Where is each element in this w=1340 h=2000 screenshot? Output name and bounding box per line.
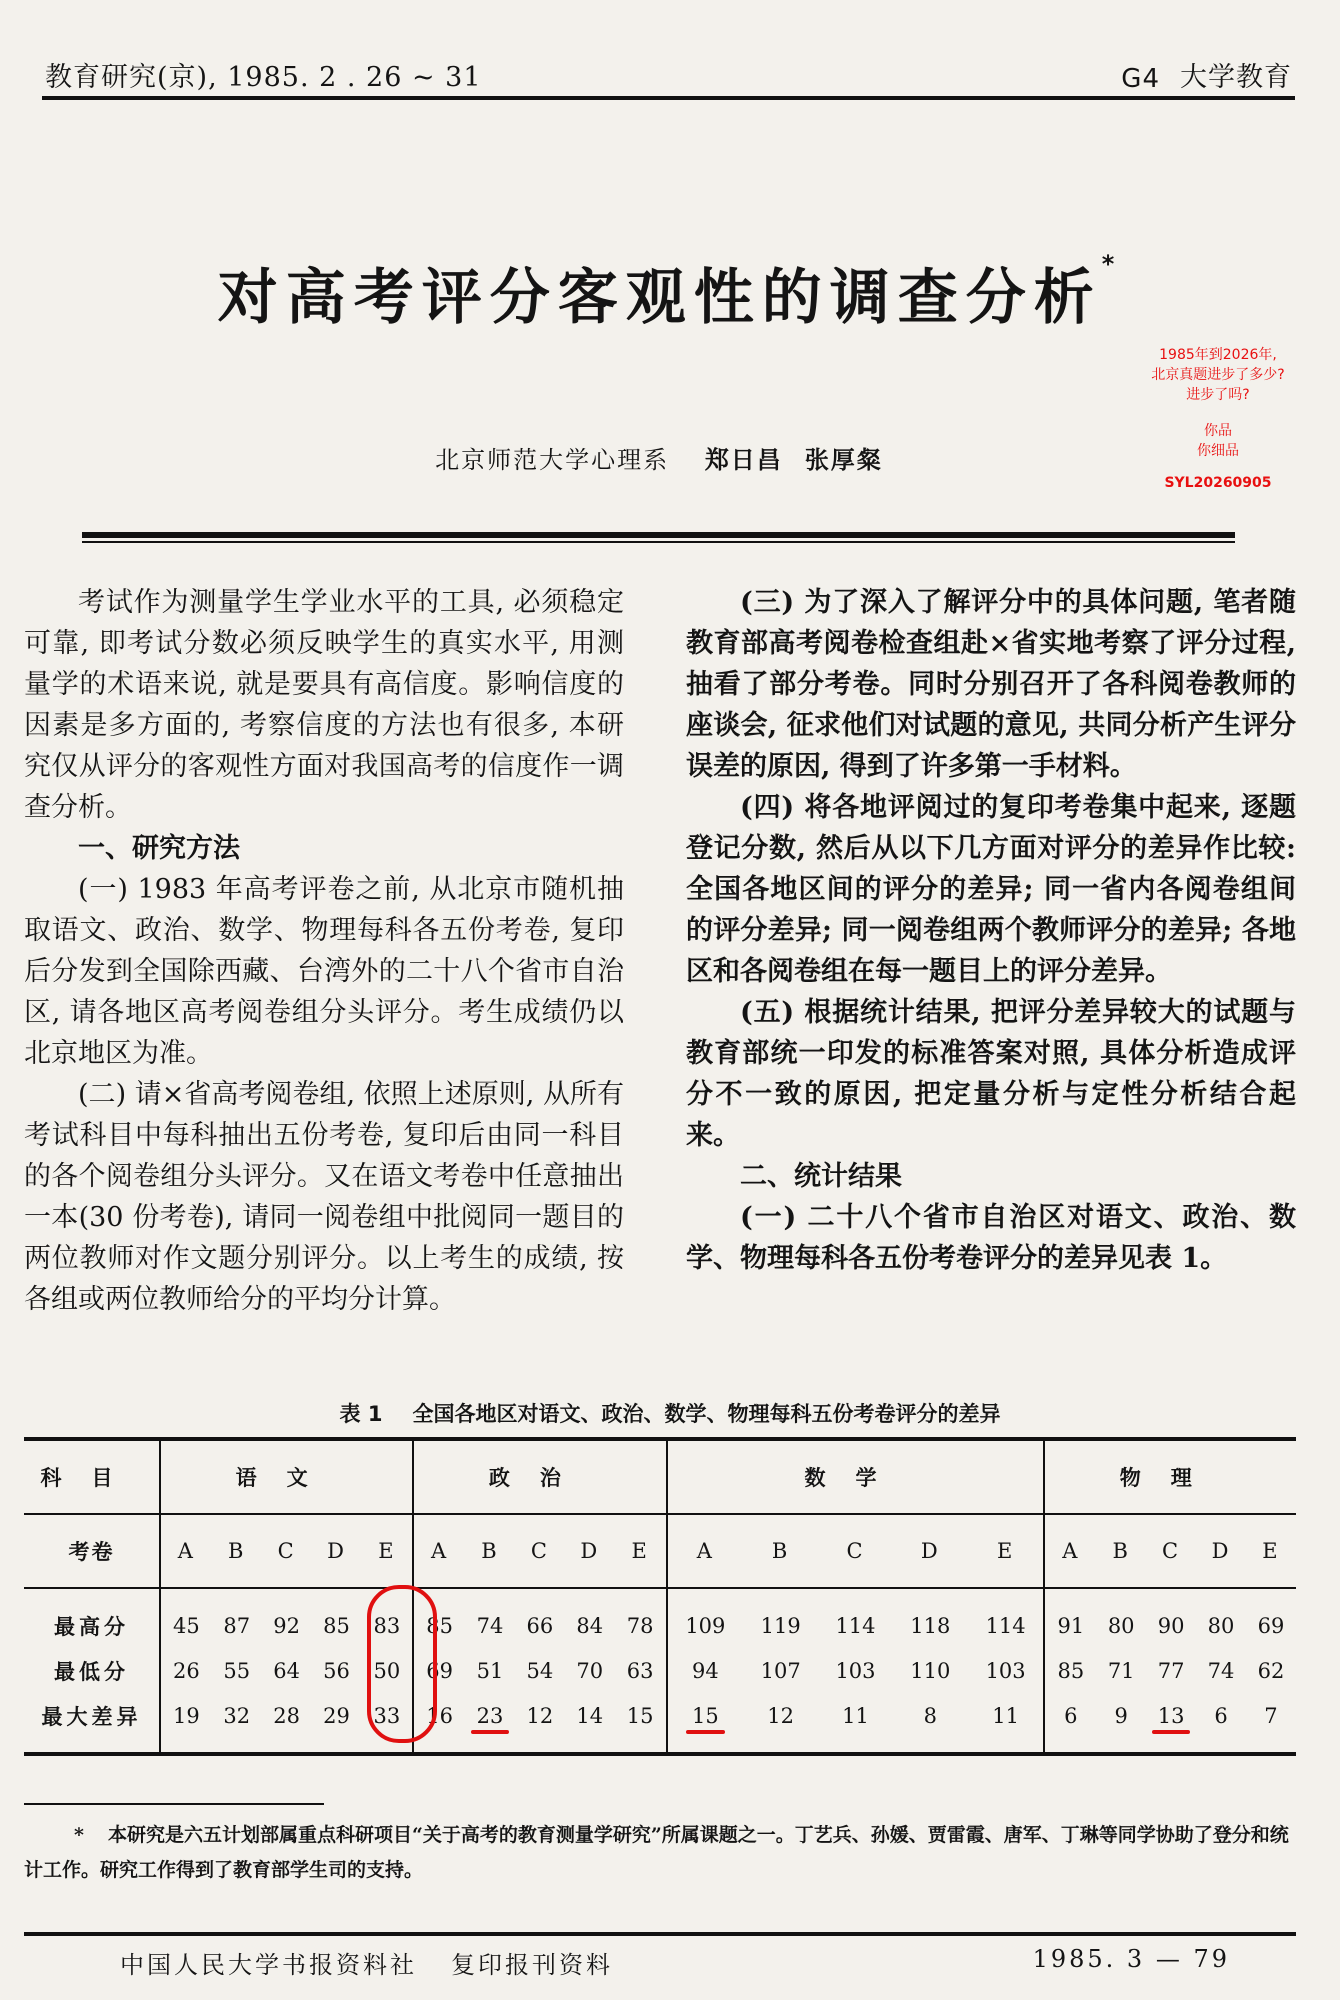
paper-label: A	[1044, 1514, 1096, 1588]
page-footer	[120, 1945, 1230, 1985]
score-cell: 33	[373, 1703, 401, 1728]
score-cell: 114	[835, 1613, 876, 1638]
footer-rule	[24, 1932, 1296, 1936]
score-cell: 11	[842, 1703, 869, 1728]
subject-header-row	[24, 1439, 1296, 1514]
section-category: 大学教育	[1180, 62, 1292, 93]
paper-label: E	[615, 1514, 667, 1588]
title-rule-thin	[82, 541, 1235, 543]
red-underline-annotation	[471, 1730, 510, 1734]
score-cell: 9	[1114, 1703, 1128, 1728]
score-difference-table	[24, 1437, 1296, 1756]
score-cell: 85	[413, 1588, 465, 1648]
score-cell: 70	[576, 1658, 604, 1683]
paragraph: (五) 根据统计结果, 把评分差异较大的试题与教育部统一印发的标准答案对照, 具体分析造成评分不一致的原因, 把定量分析与定性分析结合起来。	[686, 997, 1296, 1151]
paper-label: E	[361, 1514, 413, 1588]
title-footnote-mark: *	[1101, 250, 1123, 278]
section-heading: 二、统计结果	[740, 1161, 902, 1192]
score-cell: 45	[160, 1588, 212, 1648]
watermark-line: 你细品	[1197, 443, 1239, 459]
table-row	[24, 1693, 1296, 1754]
footnote	[24, 1818, 1296, 1888]
score-cell: 12	[526, 1703, 554, 1728]
watermark-code: SYL20260905	[1164, 475, 1272, 491]
paper-label: C	[515, 1514, 565, 1588]
score-cell	[1146, 1693, 1196, 1754]
score-cell: 14	[576, 1703, 604, 1728]
subject-math: 数学	[667, 1439, 1045, 1514]
score-cell: 56	[323, 1658, 350, 1683]
score-cell: 114	[985, 1613, 1026, 1638]
paragraph: 考试作为测量学生学业水平的工具, 必须稳定可靠, 即考试分数必须反映学生的真实水平, 用测量学的术语来说, 就是要具有高信度。影响信度的因素是多方面的, 考察信度的方法也有很多, 本研究仅从评分的客观性方面对我国高考的信度作一调查分析。	[24, 587, 624, 823]
table-caption	[0, 1398, 1340, 1428]
footnote-mark: *	[74, 1824, 84, 1846]
score-cell	[465, 1693, 515, 1754]
footer-publisher: 中国人民大学书报资料社	[120, 1951, 417, 1979]
score-cell: 94	[667, 1648, 744, 1693]
section-heading: 一、研究方法	[78, 833, 240, 864]
score-cell: 8	[923, 1703, 938, 1728]
score-cell: 55	[223, 1658, 251, 1683]
score-cell: 32	[223, 1703, 251, 1728]
affiliation: 北京师范大学心理系	[435, 446, 670, 474]
paper-label: D	[1196, 1514, 1246, 1588]
score-cell: 7	[1264, 1703, 1278, 1728]
table-row	[24, 1588, 1296, 1648]
row-label: 最大差异	[41, 1703, 142, 1729]
title-text: 对高考评分客观性的调查分析	[217, 263, 1102, 333]
paragraph: (三) 为了深入了解评分中的具体问题, 笔者随教育部高考阅卷检查组赴×省实地考察了评分过程, 抽看了部分考卷。同时分别召开了各科阅卷教师的座谈会, 征求他们对试题的意见, 共同分析产生评分误差的原因, 得到了许多第一手材料。	[686, 587, 1296, 782]
score-cell: 15	[626, 1703, 654, 1728]
paragraph: (一) 1983 年高考评卷之前, 从北京市随机抽取语文、政治、数学、物理每科各五份考卷, 复印后分发到全国除西藏、台湾外的二十八个省市自治区, 请各地区高考阅卷组分头评分。考生成绩仍以北京地区为准。	[24, 874, 624, 1069]
score-cell: 109	[667, 1588, 744, 1648]
classification-code: G4	[1121, 64, 1160, 94]
score-cell: 103	[985, 1658, 1026, 1683]
left-column	[24, 582, 624, 1320]
paper-header-row	[24, 1514, 1296, 1588]
score-cell: 118	[910, 1613, 951, 1638]
score-cell: 26	[160, 1648, 212, 1693]
score-cell: 6	[1214, 1703, 1228, 1728]
score-cell: 110	[910, 1658, 951, 1683]
footnote-text: 本研究是六五计划部属重点科研项目“关于高考的教育测量学研究”所属课题之一。丁艺兵、孙媛、贾雷霞、唐军、丁琳等同学协助了登分和统计工作。研究工作得到了教育部学生司的支持。	[24, 1824, 1289, 1881]
score-cell: 51	[476, 1658, 504, 1683]
paper-label: B	[743, 1514, 818, 1588]
score-cell: 83	[373, 1613, 401, 1638]
score-cell: 69	[413, 1648, 465, 1693]
score-cell: 92	[273, 1613, 300, 1638]
paper-label: A	[160, 1514, 212, 1588]
watermark-line: 北京真题进步了多少?	[1151, 367, 1285, 383]
score-cell: 66	[526, 1613, 554, 1638]
running-head	[45, 52, 1292, 94]
score-cell: 63	[626, 1658, 654, 1683]
score-cell: 19	[160, 1693, 212, 1754]
subject-politics: 政治	[413, 1439, 666, 1514]
paper-label: D	[565, 1514, 615, 1588]
table-number: 表 1	[339, 1402, 383, 1426]
subject-chinese: 语文	[160, 1439, 413, 1514]
score-cell: 90	[1157, 1613, 1185, 1638]
footer-issue: 1985. 3 — 79	[1032, 1945, 1230, 1973]
red-underline-annotation	[686, 1730, 725, 1734]
score-cell: 80	[1207, 1613, 1235, 1638]
table-row	[24, 1648, 1296, 1693]
footer-publisher-block	[120, 1945, 647, 1985]
paragraph: (二) 请×省高考阅卷组, 依照上述原则, 从所有考试科目中每科抽出五份考卷, 复印后由同一科目的各个阅卷组分头评分。又在语文考卷中任意抽出一本(30 份考卷), 请同一阅卷组中批阅同一题目的两位教师对作文题分别评分。以上考生的成绩, 按各组或两位教师给分的平均分计算。	[24, 1079, 624, 1315]
paragraph: (一) 二十八个省市自治区对语文、政治、数学、物理每科各五份考卷评分的差异见表 1。	[686, 1202, 1296, 1274]
paper-label: B	[212, 1514, 262, 1588]
paper-label: A	[413, 1514, 465, 1588]
score-value: 15	[691, 1703, 719, 1728]
table-caption-text: 全国各地区对语文、政治、数学、物理每科五份考卷评分的差异	[412, 1402, 1001, 1426]
paper-label: B	[1096, 1514, 1146, 1588]
author-2: 张厚粲	[804, 446, 883, 474]
score-value: 23	[476, 1703, 504, 1728]
paper-header: 考卷	[24, 1514, 160, 1588]
score-cell: 77	[1157, 1658, 1185, 1683]
score-cell: 71	[1107, 1658, 1135, 1683]
paper-label: D	[312, 1514, 362, 1588]
paper-label: D	[893, 1514, 968, 1588]
score-cell: 80	[1107, 1613, 1135, 1638]
score-cell: 103	[835, 1658, 876, 1683]
underlined-value	[692, 1704, 719, 1728]
score-cell: 28	[273, 1703, 300, 1728]
subject-physics: 物理	[1044, 1439, 1296, 1514]
underlined-value	[1158, 1704, 1185, 1728]
score-cell: 87	[223, 1613, 251, 1638]
paper-label: C	[818, 1514, 893, 1588]
score-cell: 11	[992, 1703, 1019, 1728]
score-cell: 29	[323, 1703, 350, 1728]
footer-series: 复印报刊资料	[451, 1951, 613, 1979]
score-cell: 119	[760, 1613, 801, 1638]
score-cell: 78	[626, 1613, 654, 1638]
watermark-line: 1985年到2026年,	[1159, 347, 1277, 363]
paper-label: A	[667, 1514, 744, 1588]
header-rule	[42, 96, 1295, 100]
subject-header: 科目	[24, 1439, 160, 1514]
author-1: 郑日昌	[704, 446, 783, 474]
authors	[705, 446, 905, 474]
red-underline-annotation	[1152, 1730, 1191, 1734]
score-cell: 54	[526, 1658, 554, 1683]
row-label: 最高分	[54, 1613, 129, 1639]
score-cell: 12	[767, 1703, 794, 1728]
footnote-rule	[24, 1803, 324, 1805]
right-column	[686, 582, 1296, 1279]
title-rule-thick	[82, 532, 1235, 538]
paper-label: B	[465, 1514, 515, 1588]
score-cell: 85	[1044, 1648, 1096, 1693]
score-cell: 62	[1257, 1658, 1285, 1683]
red-watermark-annotation	[1118, 345, 1318, 493]
score-cell: 6	[1044, 1693, 1096, 1754]
score-cell: 74	[476, 1613, 504, 1638]
watermark-line: 进步了吗?	[1186, 387, 1250, 403]
paper-label: C	[262, 1514, 312, 1588]
score-cell: 84	[576, 1613, 604, 1638]
paragraph: (四) 将各地评阅过的复印考卷集中起来, 逐题登记分数, 然后从以下几方面对评分的差异作比较: 全国各地区间的评分的差异; 同一省内各阅卷组间的评分差异; 同一阅卷组两个教师评分的差异; 各地区和各阅卷组在每一题目上的评分差异。	[686, 792, 1296, 987]
score-cell: 69	[1257, 1613, 1285, 1638]
underlined-value	[477, 1704, 504, 1728]
score-cell	[667, 1693, 744, 1754]
score-cell: 91	[1044, 1588, 1096, 1648]
score-value: 13	[1157, 1703, 1185, 1728]
score-cell: 16	[413, 1693, 465, 1754]
score-cell: 107	[760, 1658, 801, 1683]
watermark-question	[1118, 345, 1318, 405]
watermark-note	[1118, 421, 1318, 461]
score-cell: 85	[323, 1613, 350, 1638]
score-cell: 74	[1207, 1658, 1235, 1683]
paper-label: E	[1246, 1514, 1296, 1588]
journal-citation: 教育研究(京), 1985. 2 . 26 ~ 31	[45, 62, 482, 93]
paper-label: C	[1146, 1514, 1196, 1588]
red-circle-annotation	[367, 1585, 437, 1743]
score-cell: 64	[273, 1658, 300, 1683]
score-cell: 50	[373, 1658, 401, 1683]
paper-label: E	[968, 1514, 1045, 1588]
row-label: 最低分	[54, 1658, 129, 1684]
article-title	[0, 250, 1340, 336]
watermark-line: 你品	[1204, 423, 1232, 439]
category-block	[1121, 55, 1292, 94]
